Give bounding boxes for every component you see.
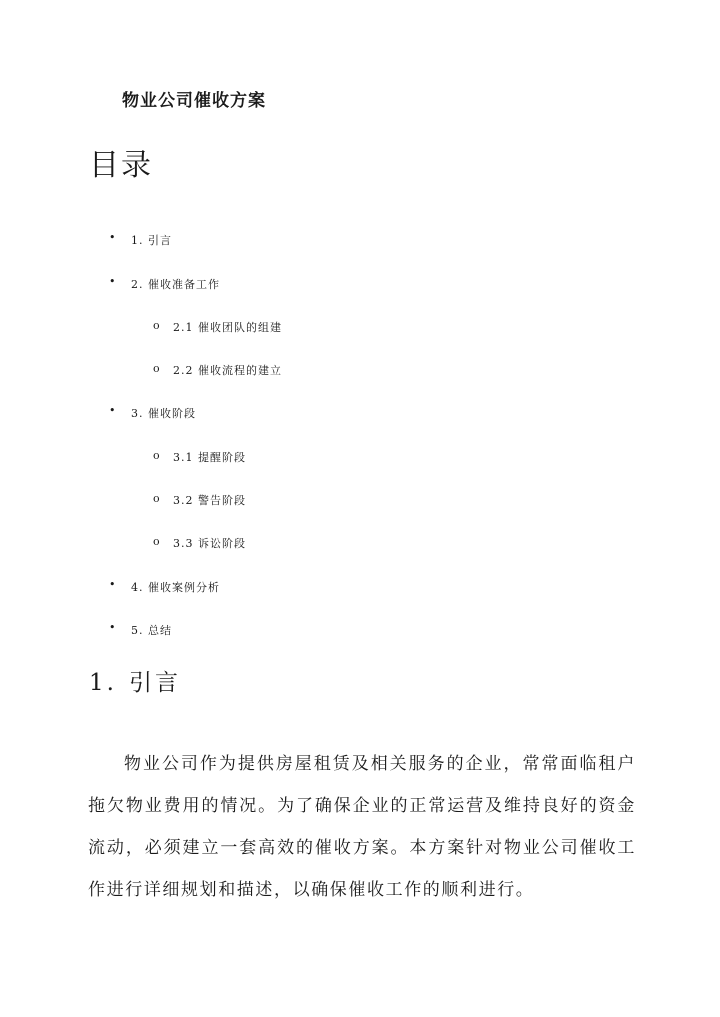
toc-item-label: 3.3 诉讼阶段 — [173, 537, 246, 550]
toc-item-label: 3.2 警告阶段 — [173, 494, 246, 507]
section-number: 1. — [89, 670, 117, 696]
body-paragraph: 物业公司作为提供房屋租赁及相关服务的企业，常常面临租户拖欠物业费用的情况。为了确保企业的正常运营及维持良好的资金流动，必须建立一套高效的催收方案。本方案针对物业公司催收工作进行详细规划和描述，以确保催收工作的顺利进行。 — [88, 754, 636, 900]
toc-item-3[interactable] — [109, 404, 196, 421]
toc-item-label: 1. 引言 — [131, 234, 172, 247]
document-title: 物业公司催收方案 — [122, 91, 266, 111]
toc-item-3-3[interactable] — [153, 535, 246, 551]
toc-item-2[interactable] — [109, 275, 220, 292]
bullet-icon: • — [109, 231, 117, 244]
toc-item-label: 4. 催收案例分析 — [131, 581, 220, 594]
toc-item-3-2[interactable] — [153, 492, 246, 508]
circle-bullet-icon: o — [153, 319, 161, 332]
toc-item-label: 2.1 催收团队的组建 — [173, 321, 282, 334]
toc-heading: 目录 — [89, 148, 153, 183]
toc-item-4[interactable] — [109, 578, 220, 595]
bullet-icon: • — [109, 621, 117, 634]
circle-bullet-icon: o — [153, 492, 161, 505]
toc-item-1[interactable] — [109, 231, 172, 248]
section-title: 引言 — [128, 670, 181, 696]
toc-item-3-1[interactable] — [153, 449, 246, 465]
circle-bullet-icon: o — [153, 535, 161, 548]
toc-item-label: 3. 催收阶段 — [131, 407, 196, 420]
circle-bullet-icon: o — [153, 362, 161, 375]
toc-item-2-1[interactable] — [153, 319, 282, 335]
bullet-icon: • — [109, 275, 117, 288]
circle-bullet-icon: o — [153, 449, 161, 462]
toc-item-label: 5. 总结 — [131, 624, 172, 637]
toc-item-5[interactable] — [109, 621, 172, 638]
toc-item-2-2[interactable] — [153, 362, 282, 378]
bullet-icon: • — [109, 578, 117, 591]
toc-item-label: 2.2 催收流程的建立 — [173, 364, 282, 377]
toc-item-label: 2. 催收准备工作 — [131, 278, 220, 291]
section-heading — [89, 664, 181, 697]
bullet-icon: • — [109, 404, 117, 417]
toc-item-label: 3.1 提醒阶段 — [173, 451, 246, 464]
